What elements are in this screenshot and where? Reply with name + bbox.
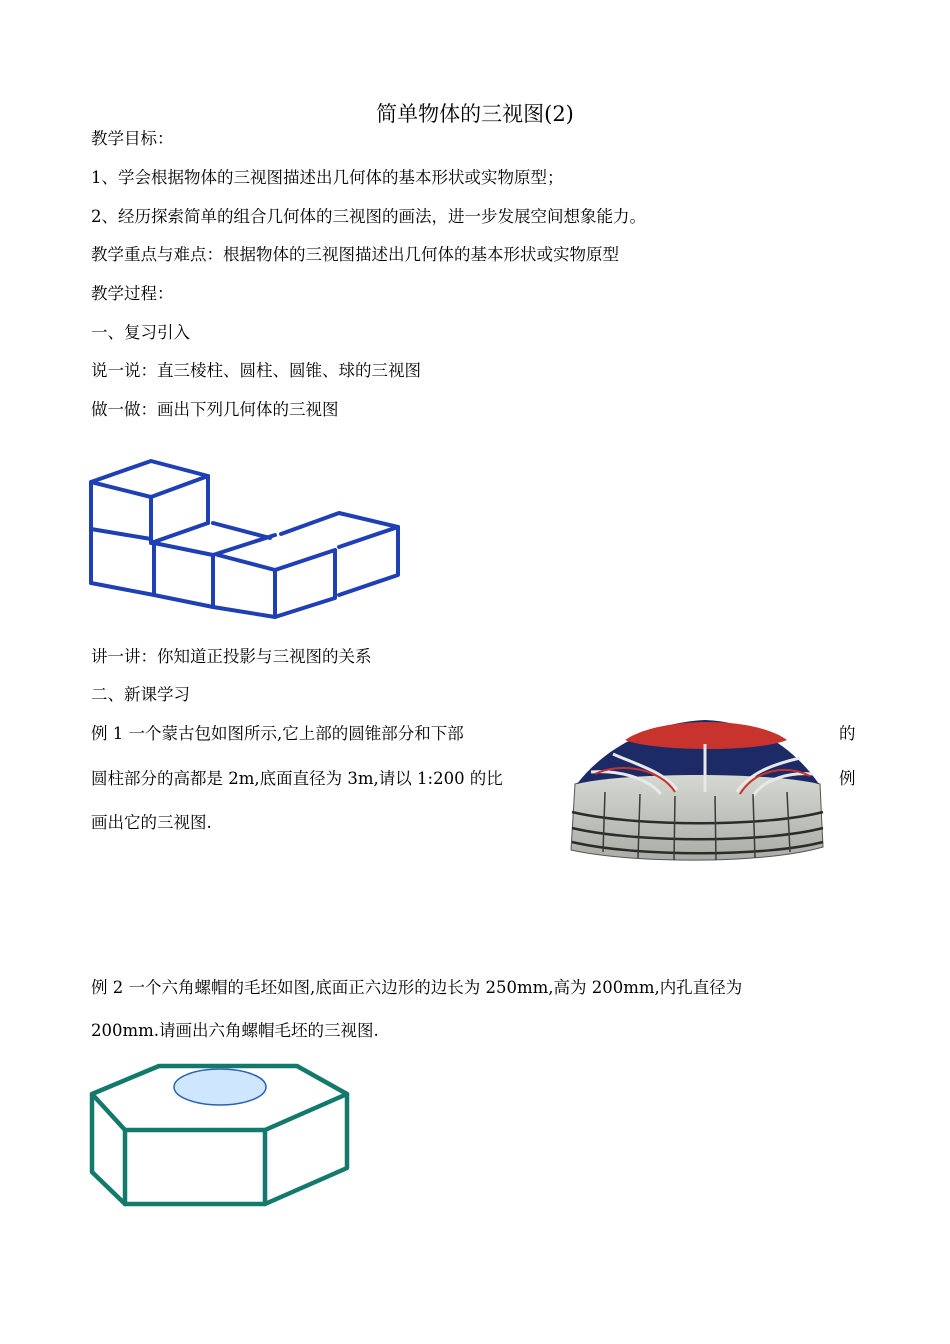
example-2-line-1: 例 2 一个六角螺帽的毛坯如图,底面正六边形的边长为 250mm,高为 200mm,内孔直径为 [91,978,743,997]
example-1-line-1-end: 的 [839,724,856,743]
example-1-line-2: 圆柱部分的高都是 2m,底面直径为 3m,请以 1:200 的比 [91,769,503,788]
hex-nut-figure [85,1060,355,1210]
say-it-line: 说一说：直三棱柱、圆柱、圆锥、球的三视图 [91,361,421,380]
key-points: 教学重点与难点：根据物体的三视图描述出几何体的基本形状或实物原型 [91,245,619,264]
example-1-line-3: 画出它的三视图. [91,813,212,832]
page-title: 简单物体的三视图(2) [376,102,574,126]
cube-assembly-figure [85,455,405,615]
example-1-line-1: 例 1 一个蒙古包如图所示,它上部的圆锥部分和下部 [91,724,464,743]
section-1-heading: 一、复习引入 [91,323,190,342]
section-2-heading: 二、新课学习 [91,685,190,704]
talk-it-line: 讲一讲：你知道正投影与三视图的关系 [91,647,372,666]
process-heading: 教学过程： [91,284,174,303]
objective-2: 2、经历探索简单的组合几何体的三视图的画法，进一步发展空间想象能力。 [91,207,646,226]
example-2-line-2: 200mm.请画出六角螺帽毛坯的三视图. [91,1021,379,1040]
do-it-line: 做一做：画出下列几何体的三视图 [91,400,339,419]
example-1-line-2-end: 例 [839,769,856,788]
yurt-image [565,712,830,864]
objective-1: 1、学会根据物体的三视图描述出几何体的基本形状或实物原型； [91,168,564,187]
objective-heading: 教学目标： [91,129,174,148]
hole-ellipse [174,1069,266,1105]
